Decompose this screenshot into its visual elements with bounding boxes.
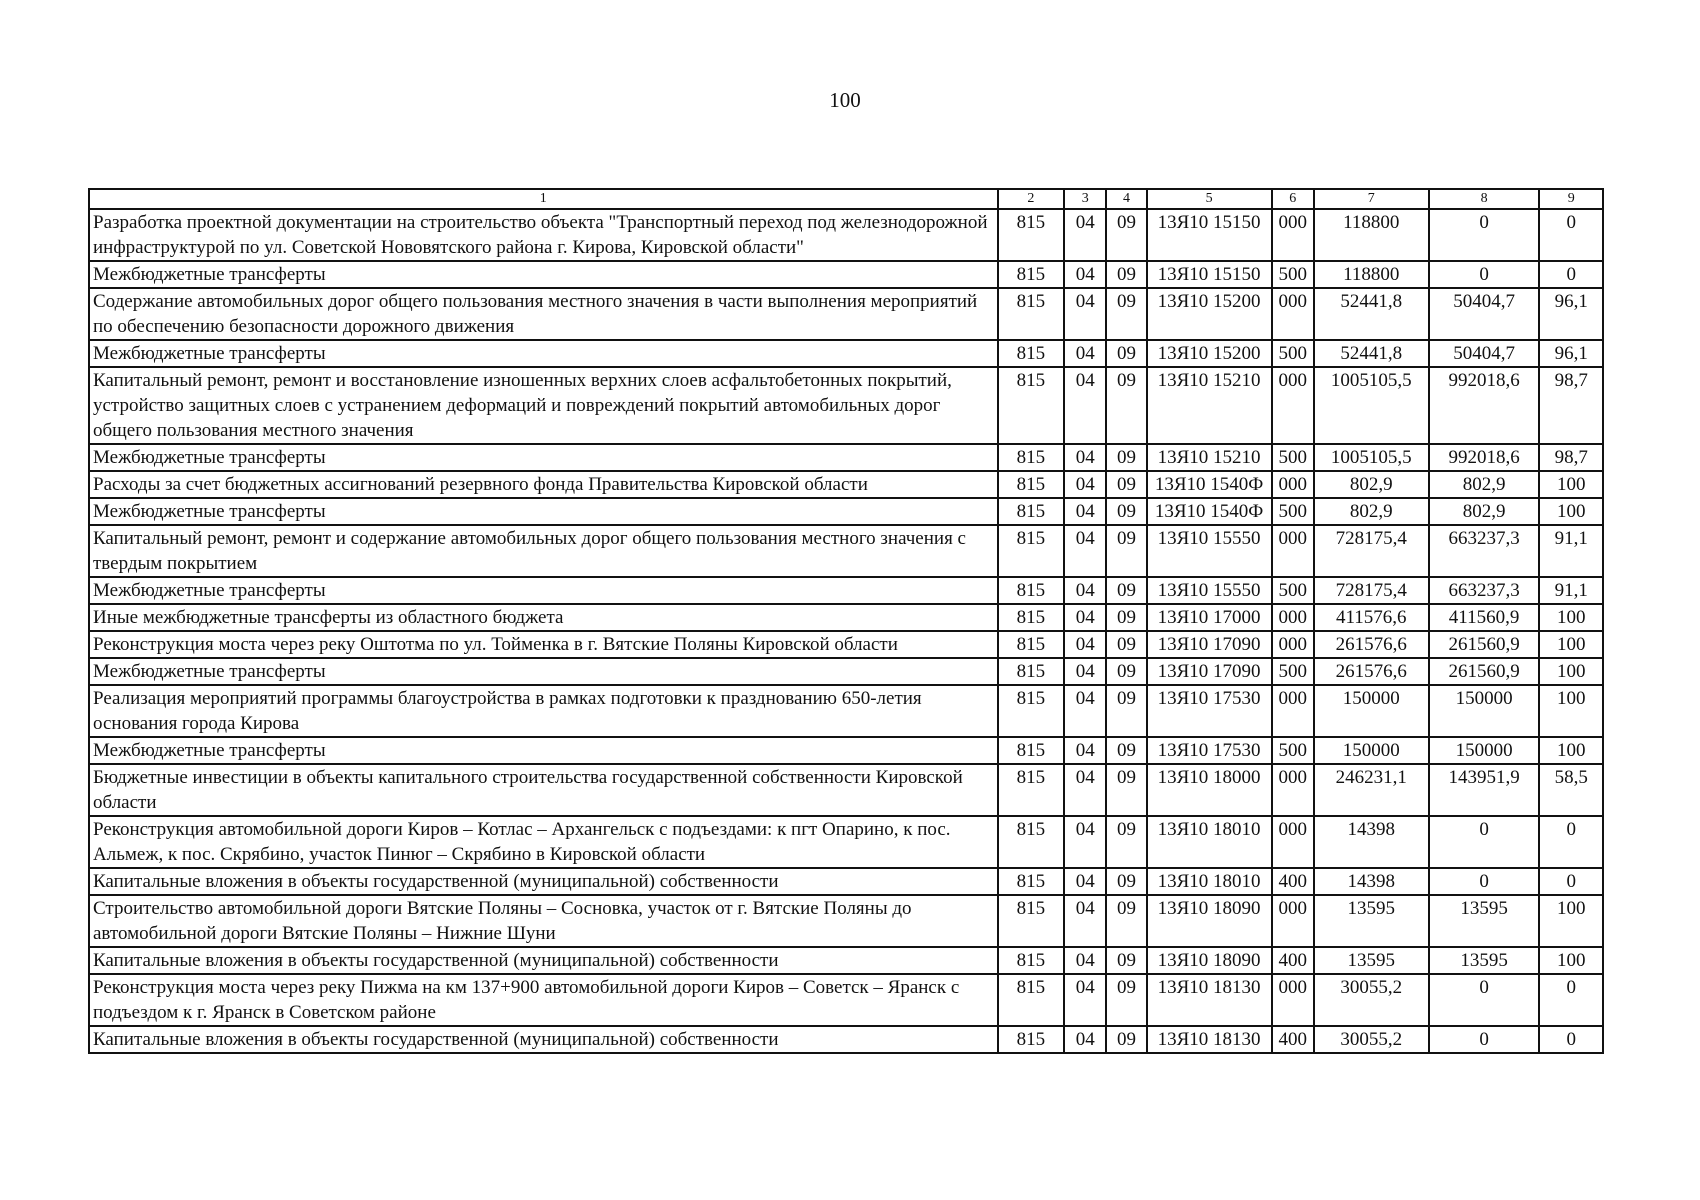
value-cell: 150000 — [1429, 685, 1540, 737]
row-title: Содержание автомобильных дорог общего пользования местного значения в части выполнения мероприятий по обеспечению безопасности дорожного движения — [89, 288, 998, 340]
value-cell: 1005105,5 — [1314, 444, 1429, 471]
code-cell: 13Я10 18000 — [1147, 764, 1272, 816]
value-cell: 802,9 — [1314, 498, 1429, 525]
code-cell: 04 — [1064, 367, 1106, 444]
header-cell: 9 — [1539, 189, 1603, 209]
value-cell: 0 — [1429, 1026, 1540, 1053]
header-cell: 7 — [1314, 189, 1429, 209]
code-cell: 500 — [1272, 444, 1314, 471]
code-cell: 815 — [998, 1026, 1064, 1053]
value-cell: 150000 — [1314, 737, 1429, 764]
header-cell: 1 — [89, 189, 998, 209]
value-cell: 100 — [1539, 498, 1603, 525]
code-cell: 04 — [1064, 631, 1106, 658]
code-cell: 500 — [1272, 498, 1314, 525]
code-cell: 09 — [1106, 974, 1146, 1026]
value-cell: 143951,9 — [1429, 764, 1540, 816]
value-cell: 100 — [1539, 737, 1603, 764]
code-cell: 04 — [1064, 947, 1106, 974]
code-cell: 13Я10 17530 — [1147, 685, 1272, 737]
code-cell: 500 — [1272, 737, 1314, 764]
table-row — [89, 764, 1603, 816]
code-cell: 13Я10 15210 — [1147, 444, 1272, 471]
code-cell: 09 — [1106, 895, 1146, 947]
value-cell: 100 — [1539, 895, 1603, 947]
table-row — [89, 974, 1603, 1026]
row-title: Межбюджетные трансферты — [89, 444, 998, 471]
code-cell: 000 — [1272, 209, 1314, 261]
row-title: Бюджетные инвестиции в объекты капитального строительства государственной собственности Кировской области — [89, 764, 998, 816]
code-cell: 815 — [998, 685, 1064, 737]
value-cell: 100 — [1539, 471, 1603, 498]
value-cell: 118800 — [1314, 209, 1429, 261]
row-title: Капитальные вложения в объекты государственной (муниципальной) собственности — [89, 868, 998, 895]
code-cell: 09 — [1106, 604, 1146, 631]
row-title: Межбюджетные трансферты — [89, 261, 998, 288]
value-cell: 663237,3 — [1429, 577, 1540, 604]
value-cell: 411576,6 — [1314, 604, 1429, 631]
code-cell: 04 — [1064, 816, 1106, 868]
header-cell: 4 — [1106, 189, 1146, 209]
code-cell: 13Я10 15210 — [1147, 367, 1272, 444]
code-cell: 13Я10 18090 — [1147, 895, 1272, 947]
value-cell: 0 — [1429, 261, 1540, 288]
value-cell: 728175,4 — [1314, 525, 1429, 577]
value-cell: 246231,1 — [1314, 764, 1429, 816]
value-cell: 0 — [1539, 974, 1603, 1026]
row-title: Капитальный ремонт, ремонт и содержание автомобильных дорог общего пользования местного значения с твердым покрытием — [89, 525, 998, 577]
code-cell: 13Я10 15550 — [1147, 525, 1272, 577]
header-row — [89, 189, 1603, 209]
code-cell: 09 — [1106, 340, 1146, 367]
table-row — [89, 471, 1603, 498]
code-cell: 815 — [998, 577, 1064, 604]
code-cell: 000 — [1272, 288, 1314, 340]
code-cell: 04 — [1064, 974, 1106, 1026]
value-cell: 13595 — [1314, 947, 1429, 974]
code-cell: 04 — [1064, 577, 1106, 604]
code-cell: 09 — [1106, 577, 1146, 604]
table-row — [89, 288, 1603, 340]
code-cell: 815 — [998, 631, 1064, 658]
value-cell: 0 — [1429, 816, 1540, 868]
code-cell: 13Я10 18130 — [1147, 974, 1272, 1026]
row-title: Межбюджетные трансферты — [89, 577, 998, 604]
code-cell: 000 — [1272, 631, 1314, 658]
code-cell: 13Я10 17530 — [1147, 737, 1272, 764]
code-cell: 13Я10 15150 — [1147, 261, 1272, 288]
value-cell: 150000 — [1429, 737, 1540, 764]
code-cell: 09 — [1106, 288, 1146, 340]
code-cell: 815 — [998, 737, 1064, 764]
code-cell: 815 — [998, 340, 1064, 367]
value-cell: 52441,8 — [1314, 340, 1429, 367]
table-row — [89, 1026, 1603, 1053]
code-cell: 815 — [998, 816, 1064, 868]
code-cell: 13Я10 15200 — [1147, 340, 1272, 367]
value-cell: 0 — [1429, 209, 1540, 261]
code-cell: 400 — [1272, 947, 1314, 974]
code-cell: 04 — [1064, 1026, 1106, 1053]
value-cell: 91,1 — [1539, 525, 1603, 577]
code-cell: 04 — [1064, 444, 1106, 471]
value-cell: 150000 — [1314, 685, 1429, 737]
value-cell: 13595 — [1314, 895, 1429, 947]
table-row — [89, 340, 1603, 367]
code-cell: 09 — [1106, 685, 1146, 737]
value-cell: 13595 — [1429, 947, 1540, 974]
code-cell: 815 — [998, 974, 1064, 1026]
row-title: Реконструкция автомобильной дороги Киров – Котлас – Архангельск с подъездами: к пгт Опарино, к пос. Альмеж, к пос. Скрябино, участок Пинюг – Скрябино в Кировской области — [89, 816, 998, 868]
code-cell: 04 — [1064, 737, 1106, 764]
code-cell: 815 — [998, 658, 1064, 685]
value-cell: 728175,4 — [1314, 577, 1429, 604]
row-title: Капитальные вложения в объекты государственной (муниципальной) собственности — [89, 1026, 998, 1053]
code-cell: 04 — [1064, 471, 1106, 498]
value-cell: 261560,9 — [1429, 631, 1540, 658]
value-cell: 96,1 — [1539, 340, 1603, 367]
code-cell: 500 — [1272, 340, 1314, 367]
code-cell: 815 — [998, 498, 1064, 525]
value-cell: 100 — [1539, 604, 1603, 631]
code-cell: 815 — [998, 261, 1064, 288]
code-cell: 500 — [1272, 658, 1314, 685]
header-cell: 8 — [1429, 189, 1540, 209]
value-cell: 0 — [1539, 868, 1603, 895]
code-cell: 04 — [1064, 288, 1106, 340]
code-cell: 04 — [1064, 895, 1106, 947]
table-row — [89, 577, 1603, 604]
value-cell: 261560,9 — [1429, 658, 1540, 685]
value-cell: 992018,6 — [1429, 444, 1540, 471]
value-cell: 98,7 — [1539, 367, 1603, 444]
table-row — [89, 261, 1603, 288]
table-row — [89, 631, 1603, 658]
code-cell: 13Я10 15550 — [1147, 577, 1272, 604]
row-title: Строительство автомобильной дороги Вятские Поляны – Сосновка, участок от г. Вятские Поляны до автомобильной дороги Вятские Поляны – Нижние Шуни — [89, 895, 998, 947]
code-cell: 04 — [1064, 498, 1106, 525]
code-cell: 815 — [998, 604, 1064, 631]
value-cell: 52441,8 — [1314, 288, 1429, 340]
row-title: Расходы за счет бюджетных ассигнований резервного фонда Правительства Кировской области — [89, 471, 998, 498]
table-row — [89, 367, 1603, 444]
code-cell: 400 — [1272, 868, 1314, 895]
code-cell: 13Я10 17000 — [1147, 604, 1272, 631]
table-row — [89, 868, 1603, 895]
value-cell: 0 — [1429, 868, 1540, 895]
value-cell: 96,1 — [1539, 288, 1603, 340]
code-cell: 000 — [1272, 525, 1314, 577]
code-cell: 815 — [998, 444, 1064, 471]
value-cell: 663237,3 — [1429, 525, 1540, 577]
code-cell: 04 — [1064, 604, 1106, 631]
code-cell: 815 — [998, 288, 1064, 340]
value-cell: 0 — [1539, 816, 1603, 868]
code-cell: 13Я10 18010 — [1147, 816, 1272, 868]
table-row — [89, 525, 1603, 577]
code-cell: 000 — [1272, 604, 1314, 631]
table-row — [89, 209, 1603, 261]
value-cell: 91,1 — [1539, 577, 1603, 604]
code-cell: 09 — [1106, 471, 1146, 498]
value-cell: 30055,2 — [1314, 1026, 1429, 1053]
value-cell: 802,9 — [1429, 471, 1540, 498]
table-row — [89, 816, 1603, 868]
code-cell: 04 — [1064, 209, 1106, 261]
code-cell: 815 — [998, 367, 1064, 444]
value-cell: 261576,6 — [1314, 631, 1429, 658]
code-cell: 09 — [1106, 764, 1146, 816]
table-row — [89, 685, 1603, 737]
code-cell: 04 — [1064, 525, 1106, 577]
code-cell: 09 — [1106, 631, 1146, 658]
value-cell: 13595 — [1429, 895, 1540, 947]
value-cell: 30055,2 — [1314, 974, 1429, 1026]
value-cell: 0 — [1429, 974, 1540, 1026]
code-cell: 13Я10 18090 — [1147, 947, 1272, 974]
value-cell: 58,5 — [1539, 764, 1603, 816]
code-cell: 09 — [1106, 658, 1146, 685]
table-row — [89, 737, 1603, 764]
code-cell: 000 — [1272, 685, 1314, 737]
code-cell: 09 — [1106, 498, 1146, 525]
code-cell: 09 — [1106, 209, 1146, 261]
header-cell: 5 — [1147, 189, 1272, 209]
code-cell: 09 — [1106, 367, 1146, 444]
code-cell: 13Я10 17090 — [1147, 658, 1272, 685]
table-row — [89, 947, 1603, 974]
value-cell: 14398 — [1314, 816, 1429, 868]
code-cell: 13Я10 17090 — [1147, 631, 1272, 658]
code-cell: 13Я10 18130 — [1147, 1026, 1272, 1053]
code-cell: 815 — [998, 525, 1064, 577]
code-cell: 09 — [1106, 444, 1146, 471]
value-cell: 0 — [1539, 261, 1603, 288]
code-cell: 000 — [1272, 471, 1314, 498]
value-cell: 802,9 — [1429, 498, 1540, 525]
row-title: Межбюджетные трансферты — [89, 498, 998, 525]
header-cell: 6 — [1272, 189, 1314, 209]
value-cell: 100 — [1539, 685, 1603, 737]
code-cell: 13Я10 1540Ф — [1147, 471, 1272, 498]
budget-table — [88, 188, 1604, 1054]
header-cell: 3 — [1064, 189, 1106, 209]
value-cell: 118800 — [1314, 261, 1429, 288]
row-title: Разработка проектной документации на строительство объекта "Транспортный переход под железнодорожной инфраструктурой по ул. Советской Нововятского района г. Кирова, Кировской области" — [89, 209, 998, 261]
code-cell: 815 — [998, 209, 1064, 261]
value-cell: 50404,7 — [1429, 288, 1540, 340]
code-cell: 815 — [998, 868, 1064, 895]
code-cell: 09 — [1106, 1026, 1146, 1053]
code-cell: 04 — [1064, 685, 1106, 737]
code-cell: 000 — [1272, 974, 1314, 1026]
code-cell: 13Я10 18010 — [1147, 868, 1272, 895]
code-cell: 13Я10 1540Ф — [1147, 498, 1272, 525]
code-cell: 04 — [1064, 658, 1106, 685]
code-cell: 400 — [1272, 1026, 1314, 1053]
code-cell: 000 — [1272, 367, 1314, 444]
table-row — [89, 604, 1603, 631]
code-cell: 13Я10 15150 — [1147, 209, 1272, 261]
code-cell: 09 — [1106, 525, 1146, 577]
code-cell: 815 — [998, 895, 1064, 947]
table-row — [89, 444, 1603, 471]
code-cell: 815 — [998, 947, 1064, 974]
table-row — [89, 498, 1603, 525]
row-title: Межбюджетные трансферты — [89, 737, 998, 764]
row-title: Капитальный ремонт, ремонт и восстановление изношенных верхних слоев асфальтобетонных покрытий, устройство защитных слоев с устранением деформаций и повреждений покрытий автомобильных дорог общего пользования местного значения — [89, 367, 998, 444]
row-title: Межбюджетные трансферты — [89, 658, 998, 685]
code-cell: 09 — [1106, 816, 1146, 868]
code-cell: 500 — [1272, 577, 1314, 604]
code-cell: 09 — [1106, 868, 1146, 895]
value-cell: 100 — [1539, 658, 1603, 685]
value-cell: 100 — [1539, 947, 1603, 974]
value-cell: 98,7 — [1539, 444, 1603, 471]
code-cell: 09 — [1106, 947, 1146, 974]
table-row — [89, 895, 1603, 947]
row-title: Капитальные вложения в объекты государственной (муниципальной) собственности — [89, 947, 998, 974]
code-cell: 04 — [1064, 868, 1106, 895]
code-cell: 000 — [1272, 764, 1314, 816]
code-cell: 815 — [998, 764, 1064, 816]
code-cell: 500 — [1272, 261, 1314, 288]
value-cell: 1005105,5 — [1314, 367, 1429, 444]
row-title: Реконструкция моста через реку Оштотма по ул. Тойменка в г. Вятские Поляны Кировской области — [89, 631, 998, 658]
code-cell: 13Я10 15200 — [1147, 288, 1272, 340]
value-cell: 261576,6 — [1314, 658, 1429, 685]
value-cell: 992018,6 — [1429, 367, 1540, 444]
value-cell: 0 — [1539, 1026, 1603, 1053]
header-cell: 2 — [998, 189, 1064, 209]
value-cell: 100 — [1539, 631, 1603, 658]
value-cell: 411560,9 — [1429, 604, 1540, 631]
table-row — [89, 658, 1603, 685]
code-cell: 04 — [1064, 261, 1106, 288]
row-title: Реконструкция моста через реку Пижма на км 137+900 автомобильной дороги Киров – Советск – Яранск с подъездом к г. Яранск в Советском районе — [89, 974, 998, 1026]
row-title: Иные межбюджетные трансферты из областного бюджета — [89, 604, 998, 631]
code-cell: 815 — [998, 471, 1064, 498]
page-number: 100 — [829, 88, 861, 112]
value-cell: 802,9 — [1314, 471, 1429, 498]
row-title: Межбюджетные трансферты — [89, 340, 998, 367]
code-cell: 000 — [1272, 816, 1314, 868]
row-title: Реализация мероприятий программы благоустройства в рамках подготовки к празднованию 650-летия основания города Кирова — [89, 685, 998, 737]
code-cell: 09 — [1106, 261, 1146, 288]
value-cell: 14398 — [1314, 868, 1429, 895]
code-cell: 04 — [1064, 764, 1106, 816]
code-cell: 09 — [1106, 737, 1146, 764]
code-cell: 000 — [1272, 895, 1314, 947]
code-cell: 04 — [1064, 340, 1106, 367]
value-cell: 50404,7 — [1429, 340, 1540, 367]
value-cell: 0 — [1539, 209, 1603, 261]
